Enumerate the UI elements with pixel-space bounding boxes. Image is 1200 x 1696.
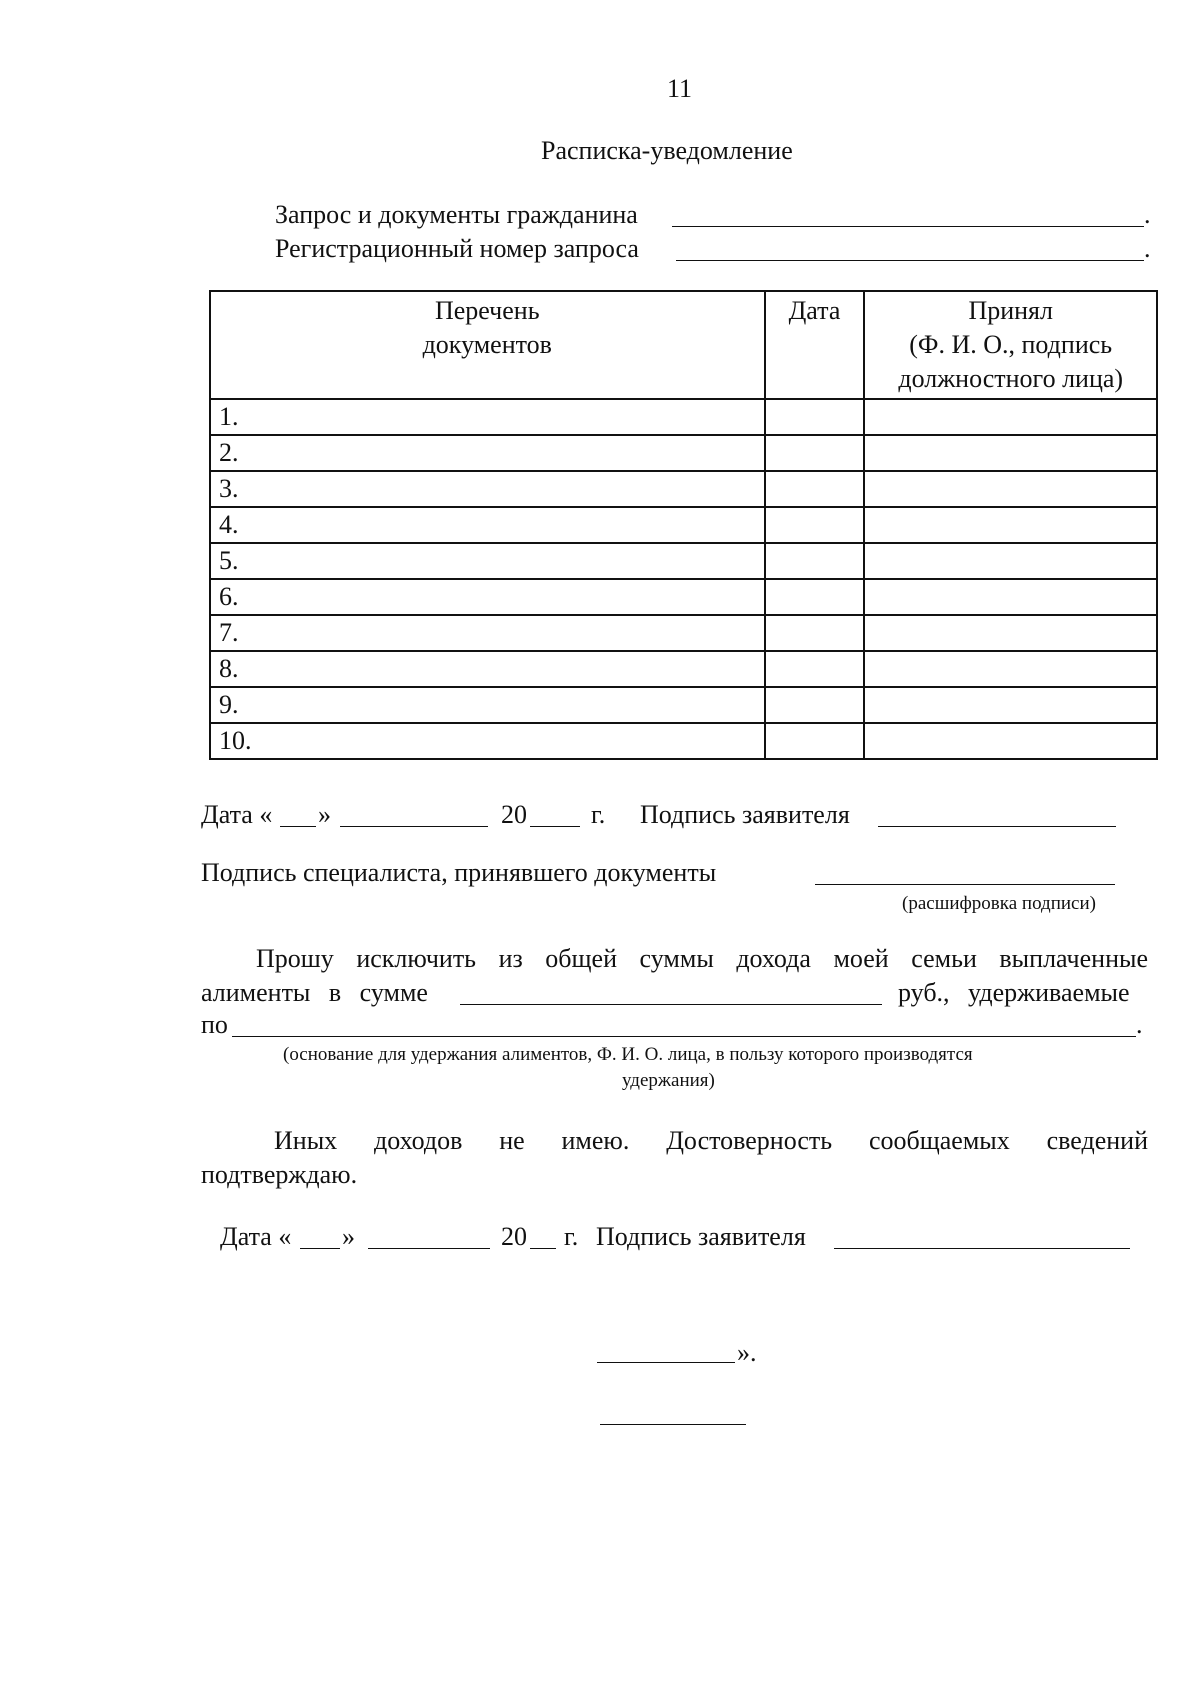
row-number[interactable]: 5.	[210, 543, 765, 579]
table-row	[210, 579, 1157, 615]
table-row	[210, 471, 1157, 507]
closing-line	[597, 1362, 735, 1363]
table-header-row	[210, 291, 1157, 399]
page-title: Расписка-уведомление	[541, 136, 793, 165]
year-prefix: 20	[501, 1222, 527, 1251]
table-row	[210, 399, 1157, 435]
applicant-signature-label: Подпись заявителя	[596, 1222, 806, 1251]
alimony-withheld-label: руб., удерживаемые	[898, 978, 1130, 1007]
header-documents-list: Перечень документов	[210, 291, 765, 399]
citizen-name-field[interactable]	[672, 226, 1144, 227]
row-date-cell[interactable]	[765, 471, 865, 507]
alimony-by-label: по	[201, 1010, 228, 1039]
row-date-cell[interactable]	[765, 723, 865, 759]
row-number[interactable]: 1.	[210, 399, 765, 435]
table-row	[210, 687, 1157, 723]
row-accepted-cell[interactable]	[864, 651, 1157, 687]
row-date-cell[interactable]	[765, 687, 865, 723]
row-date-cell[interactable]	[765, 507, 865, 543]
end-dot: .	[1144, 200, 1151, 229]
alimony-amount-label: алименты в сумме	[201, 978, 428, 1007]
row-number[interactable]: 6.	[210, 579, 765, 615]
table-row	[210, 507, 1157, 543]
row-accepted-cell[interactable]	[864, 435, 1157, 471]
row-accepted-cell[interactable]	[864, 471, 1157, 507]
documents-table	[209, 290, 1158, 760]
year-suffix: г.	[564, 1222, 579, 1251]
end-dot: .	[1136, 1010, 1143, 1039]
applicant-signature-field[interactable]	[878, 826, 1116, 827]
row-number[interactable]: 10.	[210, 723, 765, 759]
row-number[interactable]: 2.	[210, 435, 765, 471]
row-number[interactable]: 3.	[210, 471, 765, 507]
row-accepted-cell[interactable]	[864, 687, 1157, 723]
row-date-cell[interactable]	[765, 615, 865, 651]
header-accepted-by: Принял (Ф. И. О., подпись должностного лица)	[864, 291, 1157, 399]
row-accepted-cell[interactable]	[864, 615, 1157, 651]
row-accepted-cell[interactable]	[864, 543, 1157, 579]
row-date-cell[interactable]	[765, 651, 865, 687]
quote-close: »	[318, 800, 331, 829]
row-number[interactable]: 8.	[210, 651, 765, 687]
row-accepted-cell[interactable]	[864, 579, 1157, 615]
row-date-cell[interactable]	[765, 435, 865, 471]
table-row	[210, 651, 1157, 687]
docs-label: Запрос и документы гражданина	[275, 200, 638, 229]
applicant-signature-label: Подпись заявителя	[640, 800, 850, 829]
row-number[interactable]: 7.	[210, 615, 765, 651]
row-number[interactable]: 4.	[210, 507, 765, 543]
closing-quote: ».	[737, 1338, 757, 1367]
alimony-basis-hint: удержания)	[622, 1070, 715, 1091]
confirm-line-2: подтверждаю.	[201, 1160, 358, 1189]
specialist-signature-field[interactable]	[815, 884, 1115, 885]
reg-number-label: Регистрационный номер запроса	[275, 234, 639, 263]
day-field[interactable]	[300, 1248, 340, 1249]
row-accepted-cell[interactable]	[864, 507, 1157, 543]
table-row	[210, 543, 1157, 579]
table-row	[210, 435, 1157, 471]
row-accepted-cell[interactable]	[864, 399, 1157, 435]
separator-line	[600, 1424, 746, 1425]
specialist-signature-label: Подпись специалиста, принявшего документы	[201, 858, 717, 887]
reg-number-field[interactable]	[676, 260, 1144, 261]
row-date-cell[interactable]	[765, 543, 865, 579]
month-field[interactable]	[340, 826, 488, 827]
year-field[interactable]	[530, 826, 580, 827]
alimony-basis-field[interactable]	[232, 1036, 1136, 1037]
signature-decoding-hint: (расшифровка подписи)	[902, 893, 1096, 914]
alimony-line-1: Прошу исключить из общей суммы дохода моей семьи выплаченные	[256, 944, 1148, 973]
date-label: Дата «	[220, 1222, 292, 1251]
row-date-cell[interactable]	[765, 579, 865, 615]
table-row	[210, 723, 1157, 759]
year-field[interactable]	[530, 1248, 556, 1249]
quote-close: »	[342, 1222, 355, 1251]
end-dot: .	[1144, 234, 1151, 263]
applicant-signature-field[interactable]	[834, 1248, 1130, 1249]
alimony-basis-hint: (основание для удержания алиментов, Ф. И. О. лица, в пользу которого производятся	[283, 1044, 973, 1065]
year-prefix: 20	[501, 800, 527, 829]
row-accepted-cell[interactable]	[864, 723, 1157, 759]
confirm-line-1: Иных доходов не имею. Достоверность сообщаемых сведений	[274, 1126, 1148, 1155]
header-date: Дата	[765, 291, 865, 399]
row-date-cell[interactable]	[765, 399, 865, 435]
year-suffix: г.	[591, 800, 606, 829]
table-row	[210, 615, 1157, 651]
date-label: Дата «	[201, 800, 273, 829]
month-field[interactable]	[368, 1248, 490, 1249]
page-number: 11	[667, 74, 693, 103]
day-field[interactable]	[280, 826, 316, 827]
alimony-amount-field[interactable]	[460, 1004, 882, 1005]
row-number[interactable]: 9.	[210, 687, 765, 723]
